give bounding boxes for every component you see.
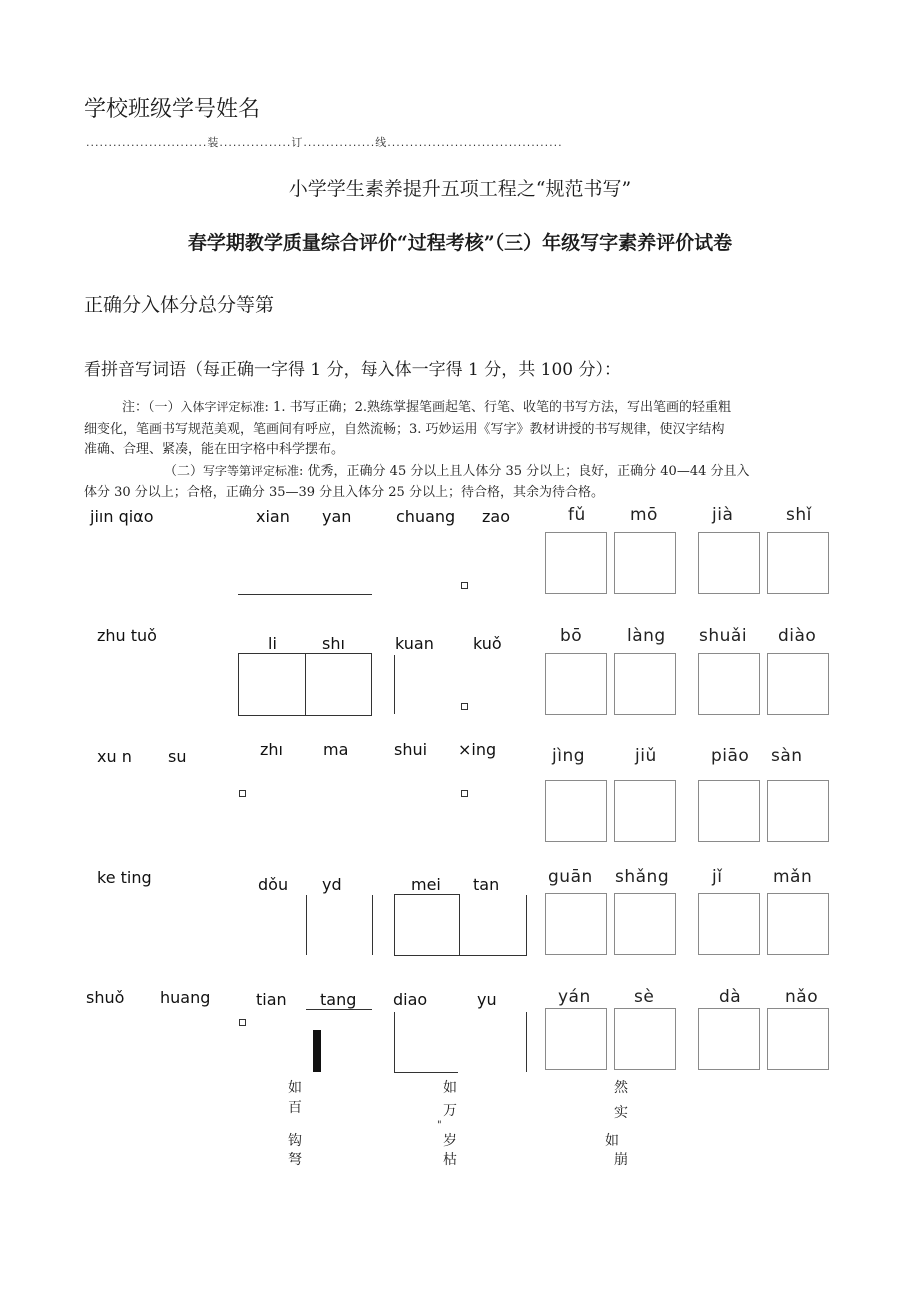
student-info-fields: 学校班级学号姓名 [84,97,261,122]
pinyin-tone: shǎng [615,867,670,887]
pinyin-tone: jiǔ [635,746,657,766]
writing-cell[interactable] [767,893,829,955]
writing-cell[interactable] [545,653,607,715]
char-fragment: 实 [614,1105,628,1121]
char-fragment: 百 [288,1100,302,1116]
pinyin-mid: kuǒ [473,634,502,653]
writing-divider [372,895,373,955]
writing-line [394,1072,458,1073]
writing-cell[interactable] [545,893,607,955]
writing-cell[interactable] [545,780,607,842]
note-line-4-rest: : 优秀，正确分 45 分以上且人体分 35 分以上；良好，正确分 40—44 分且入 [299,464,750,479]
pinyin-tone: piāo [711,746,750,766]
pinyin-tone: guān [548,867,593,887]
writing-cell[interactable] [614,1008,676,1070]
note-line-4 [164,460,750,479]
char-fragment: 如 [605,1133,619,1149]
char-fragment: 枯 [443,1152,457,1168]
char-fragment: 弩 [288,1152,302,1168]
note-line-5: 体分 30 分以上；合格，正确分 35—39 分且入体分 25 分以上；待合格，其余为待合格。 [84,485,604,500]
pinyin-mid: zao [482,507,510,526]
instruction [84,355,621,380]
writing-divider [526,895,527,955]
writing-box[interactable] [238,653,306,716]
ink-mark [313,1030,321,1072]
note-line-4-prefix: （二） [164,464,204,479]
instruction-detail: （每正确一字得 1 分，每入体一字得 1 分，共 100 分）： [186,360,622,380]
pinyin-mid: tang [320,990,357,1009]
pinyin-tone: làng [627,626,666,646]
pinyin-tone: mǎn [773,867,813,887]
pinyin-tone: mō [630,505,658,525]
pinyin-mid: zhı [260,740,283,759]
writing-divider [526,1012,527,1072]
pinyin-mid: chuang [396,507,456,526]
pinyin-mid: ma [323,740,349,759]
note-line-1-rest: : 1. 书写正确；2.熟练掌握笔画起笔、行笔、收笔的书写方法，写出笔画的轻重粗 [264,400,731,415]
pinyin-mid: tian [256,990,287,1009]
writing-cell[interactable] [767,653,829,715]
pinyin-mid: yu [477,990,497,1009]
exam-subtitle: 小学学生素养提升五项工程之“规范书写” [288,178,632,200]
pinyin-left: xu n [97,747,132,766]
checkbox-mark [461,703,468,710]
pinyin-tone: shuǎi [699,626,748,646]
binding-line: ...........................装................订................线....................................... [86,136,563,149]
writing-cell[interactable] [767,532,829,594]
char-fragment: 岁 [443,1133,457,1149]
writing-cell[interactable] [698,653,760,715]
pinyin-left: huang [160,988,211,1007]
pinyin-tone: diào [778,626,817,646]
writing-cell[interactable] [698,532,760,594]
writing-line [306,1009,372,1010]
pinyin-mid: shui [394,740,428,759]
writing-cell[interactable] [767,780,829,842]
writing-cell[interactable] [767,1008,829,1070]
note-line-3: 准确、合理、紧凑，能在田字格中科学摆布。 [84,442,345,457]
writing-box[interactable] [394,894,460,956]
note-line-2: 细变化，笔画书写规范美观，笔画间有呼应，自然流畅；3. 巧妙运用《写字》教材讲授的书写规律，使汉字结构 [84,422,725,437]
pinyin-left: jiın qiαo [90,507,154,526]
checkbox-mark [461,582,468,589]
quote-mark: " [437,1120,442,1131]
pinyin-mid: yd [322,875,342,894]
writing-divider [394,1012,395,1072]
pinyin-tone: fǔ [568,505,586,525]
char-fragment: 崩 [614,1152,628,1168]
writing-cell[interactable] [545,1008,607,1070]
pinyin-left: zhu tuǒ [97,626,157,645]
pinyin-left: ke ting [97,868,152,887]
instruction-label: 看拼音写词语 [84,360,186,379]
pinyin-tone: sè [634,987,655,1007]
char-fragment: 如 [288,1080,302,1096]
note-line-1 [122,396,731,415]
pinyin-tone: jìng [552,746,586,766]
pinyin-tone: jǐ [712,867,723,887]
checkbox-mark [239,790,246,797]
writing-box[interactable] [305,653,372,716]
pinyin-tone: bō [560,626,583,646]
pinyin-left: shuǒ [86,988,125,1007]
pinyin-tone: shǐ [786,505,812,525]
pinyin-mid: yan [322,507,352,526]
char-fragment: 如 [443,1080,457,1096]
pinyin-mid: ×ing [458,740,497,759]
writing-cell[interactable] [614,532,676,594]
note-line-1-prefix: 注：（一） [122,400,181,415]
writing-cell[interactable] [614,780,676,842]
pinyin-tone: jià [712,505,734,525]
note-line-4-term: 写字等第评定标准 [203,464,300,478]
note-line-1-term: 入体字评定标准 [180,400,265,414]
writing-line [238,594,372,595]
pinyin-mid: shı [322,634,345,653]
char-fragment: 万 [443,1103,457,1119]
writing-divider [306,895,307,955]
pinyin-tone: dà [719,987,742,1007]
exam-title: 春学期教学质量综合评价“过程考核”（三）年级写字素养评价试卷 [187,232,733,254]
writing-cell[interactable] [545,532,607,594]
checkbox-mark [239,1019,246,1026]
score-line: 正确分入体分总分等第 [84,294,275,316]
writing-cell[interactable] [698,1008,760,1070]
writing-cell[interactable] [698,780,760,842]
pinyin-mid: xian [256,507,290,526]
writing-cell[interactable] [614,653,676,715]
pinyin-mid: tan [473,875,500,894]
pinyin-mid: mei [411,875,441,894]
writing-cell[interactable] [614,893,676,955]
pinyin-mid: diao [393,990,428,1009]
pinyin-left: su [168,747,187,766]
checkbox-mark [461,790,468,797]
pinyin-tone: sàn [771,746,803,766]
pinyin-mid: dǒu [258,875,289,894]
char-fragment: 然 [614,1080,628,1096]
writing-divider [394,655,395,714]
pinyin-mid: li [268,634,277,653]
writing-line [460,955,527,956]
writing-cell[interactable] [698,893,760,955]
pinyin-mid: kuan [395,634,434,653]
pinyin-tone: nǎo [785,987,819,1007]
pinyin-tone: yán [558,987,591,1007]
char-fragment: 钩 [288,1133,302,1149]
